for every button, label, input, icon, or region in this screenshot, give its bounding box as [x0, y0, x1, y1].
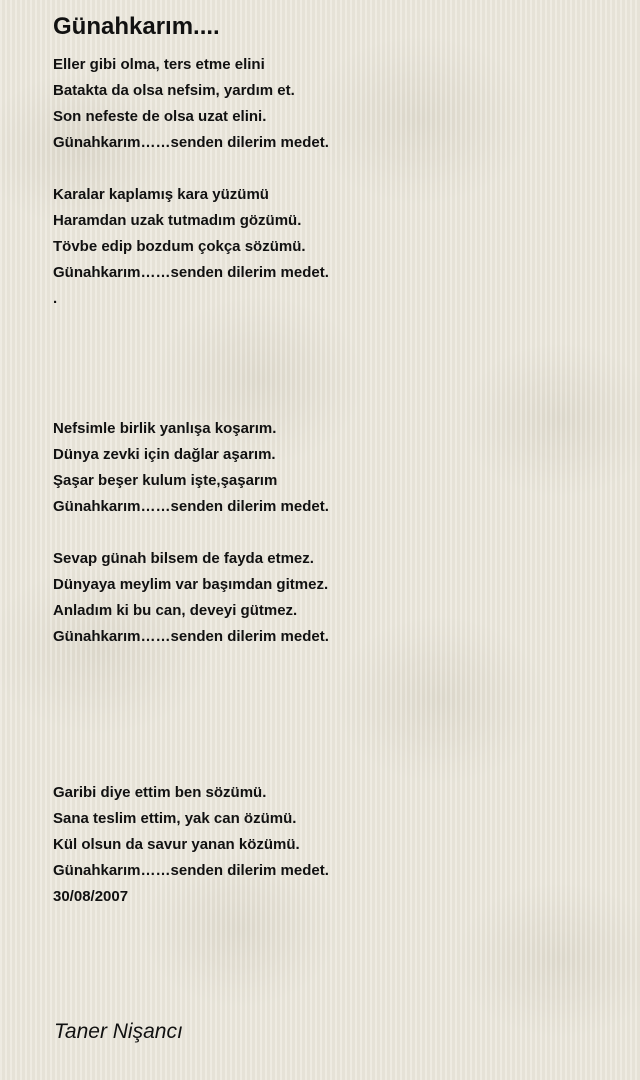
poem-date: 30/08/2007: [53, 888, 129, 905]
poem-line: Günahkarım……senden dilerim medet.: [53, 628, 329, 645]
poem-line: Şaşar beşer kulum işte,şaşarım: [53, 472, 278, 489]
poem-author: Taner Nişancı: [54, 1020, 183, 1043]
poem-line: Günahkarım……senden dilerim medet.: [53, 862, 329, 879]
poem-line: Sana teslim ettim, yak can özümü.: [53, 810, 297, 827]
stanza-spacer: [53, 156, 613, 182]
poem-line: Tövbe edip bozdum çokça sözümü.: [53, 238, 306, 255]
poem-line: Dünya zevki için dağlar aşarım.: [53, 446, 276, 463]
poem-body: [53, 52, 613, 910]
poem-line: Anladım ki bu can, deveyi gütmez.: [53, 602, 298, 619]
stanza-4: [53, 546, 613, 650]
stanza-spacer: [53, 650, 613, 780]
poem-line: Kül olsun da savur yanan közümü.: [53, 836, 300, 853]
poem-title: Günahkarım....: [53, 13, 220, 40]
poem-line: Dünyaya meylim var başımdan gitmez.: [53, 576, 329, 593]
poem-line: Karalar kaplamış kara yüzümü: [53, 186, 269, 203]
stanza-5: [53, 780, 613, 910]
poem-line: Son nefeste de olsa uzat elini.: [53, 108, 267, 125]
poem-line: Nefsimle birlik yanlışa koşarım.: [53, 420, 277, 437]
poem-line: Garibi diye ettim ben sözümü.: [53, 784, 267, 801]
stanza-spacer: [53, 312, 613, 416]
poem-line: Eller gibi olma, ters etme elini: [53, 56, 265, 73]
poem-line: Batakta da olsa nefsim, yardım et.: [53, 82, 295, 99]
poem-line: Günahkarım……senden dilerim medet.: [53, 134, 329, 151]
poem-line: Sevap günah bilsem de fayda etmez.: [53, 550, 314, 567]
poem-line: Günahkarım……senden dilerim medet.: [53, 498, 329, 515]
poem-line: Haramdan uzak tutmadım gözümü.: [53, 212, 302, 229]
stanza-2: [53, 182, 613, 312]
poem-line: Günahkarım……senden dilerim medet.: [53, 264, 329, 281]
stanza-3: [53, 416, 613, 520]
stanza-1: [53, 52, 613, 156]
poem-line: .: [53, 290, 58, 307]
stanza-spacer: [53, 520, 613, 546]
